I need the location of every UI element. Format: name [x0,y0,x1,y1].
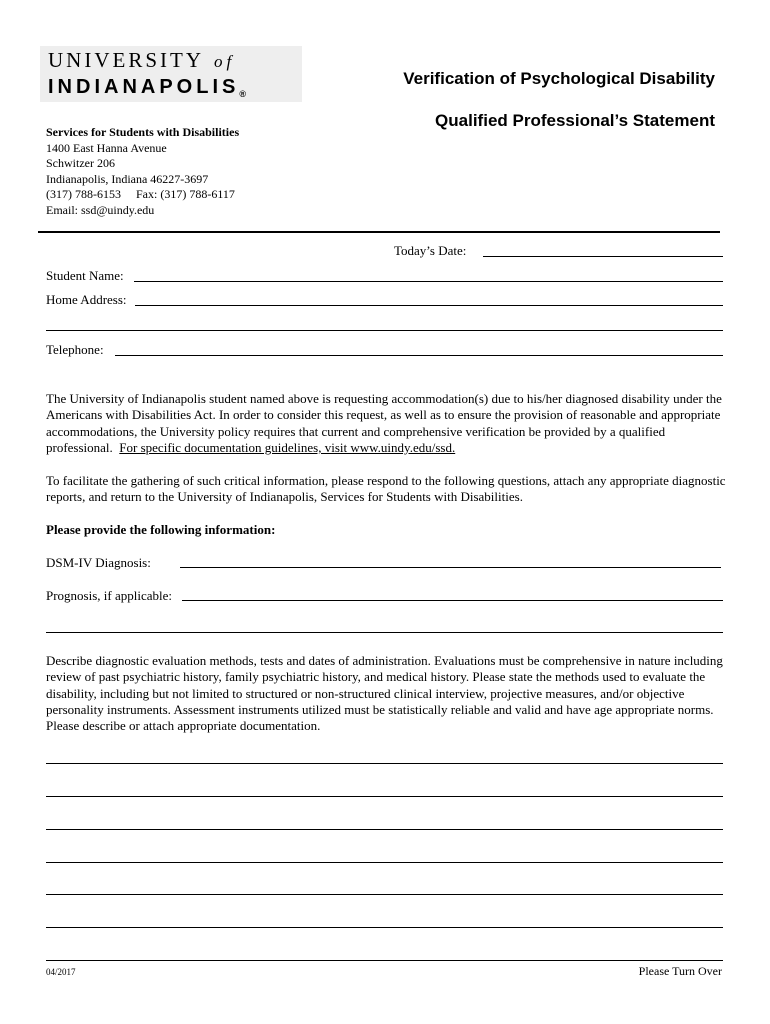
logo-university-text: UNIVERSITY of [48,48,236,72]
answer-line[interactable] [46,927,723,928]
student-name-field[interactable] [134,281,723,282]
todays-date-field[interactable] [483,256,723,257]
form-title: Verification of Psychological Disability [403,69,715,88]
home-address-field-line2[interactable] [46,330,723,331]
contact-block [46,125,239,218]
telephone-field[interactable] [115,355,723,356]
phone-fax [46,187,239,203]
city-state-zip: Indianapolis, Indiana 46227-3697 [46,171,209,186]
answer-line[interactable] [46,796,723,797]
logo-indianapolis-text: INDIANAPOLIS® [48,76,246,99]
phone: (317) 788-6153 [46,187,121,201]
todays-date-label: Today’s Date: [394,243,467,258]
prognosis-field[interactable] [182,600,723,601]
office-name: Services for Students with Disabilities [46,125,240,139]
prognosis-label: Prognosis, if applicable: [46,588,173,603]
header-divider [38,231,720,233]
dsm-diagnosis-field[interactable] [180,567,721,568]
answer-line[interactable] [46,862,723,863]
answer-line[interactable] [46,763,723,764]
answer-line[interactable] [46,960,723,961]
turn-over-note: Please Turn Over [638,964,722,978]
intro-paragraph: The University of Indianapolis student named above is requesting accommodation(s) due to his/her diagnosed disability under the Americans with Disabilities Act. In order to consider this request, as well as to ensure the provision of reasonable and appropriate accommodations, the University policy requires that current and comprehensive verification be provided by a qualified professional. For specific documentation guidelines, visit www.uindy.edu/ssd. [46,391,722,455]
instructions-paragraph: To facilitate the gathering of such critical information, please respond to the following questions, attach any appropriate diagnostic reports, and return to the University of Indianapolis, Services for Students with Disabilities. [46,473,726,505]
guidelines-link[interactable]: For specific documentation guidelines, visit www.uindy.edu/ssd. [119,439,456,455]
street-address: 1400 East Hanna Avenue [46,140,167,155]
email: Email: ssd@uindy.edu [46,202,155,217]
section-heading: Please provide the following information: [46,522,276,537]
form-subtitle: Qualified Professional’s Statement [435,111,715,130]
evaluation-methods-paragraph: Describe diagnostic evaluation methods, tests and dates of administration. Evaluations must be comprehensive in nature including review of past psychiatric history, family psychiatric history, and medical history. Please state the methods used to evaluate the disability, including but not limited to structured or non-structured clinical interview, projective measures, and/or objective personality instruments. Assessment instruments utilized must be statistically reliable and valid and have age appropriate norms. Please describe or attach appropriate documentation. [46,653,723,734]
student-name-label: Student Name: [46,268,124,283]
answer-line[interactable] [46,894,723,895]
dsm-diagnosis-label: DSM-IV Diagnosis: [46,555,151,570]
form-version: 04/2017 [46,967,76,977]
fax: Fax: (317) 788-6117 [136,187,235,201]
telephone-label: Telephone: [46,342,104,357]
home-address-field[interactable] [135,305,723,306]
home-address-label: Home Address: [46,292,127,307]
prognosis-field-line2[interactable] [46,632,723,633]
building: Schwitzer 206 [46,156,115,170]
answer-line[interactable] [46,829,723,830]
